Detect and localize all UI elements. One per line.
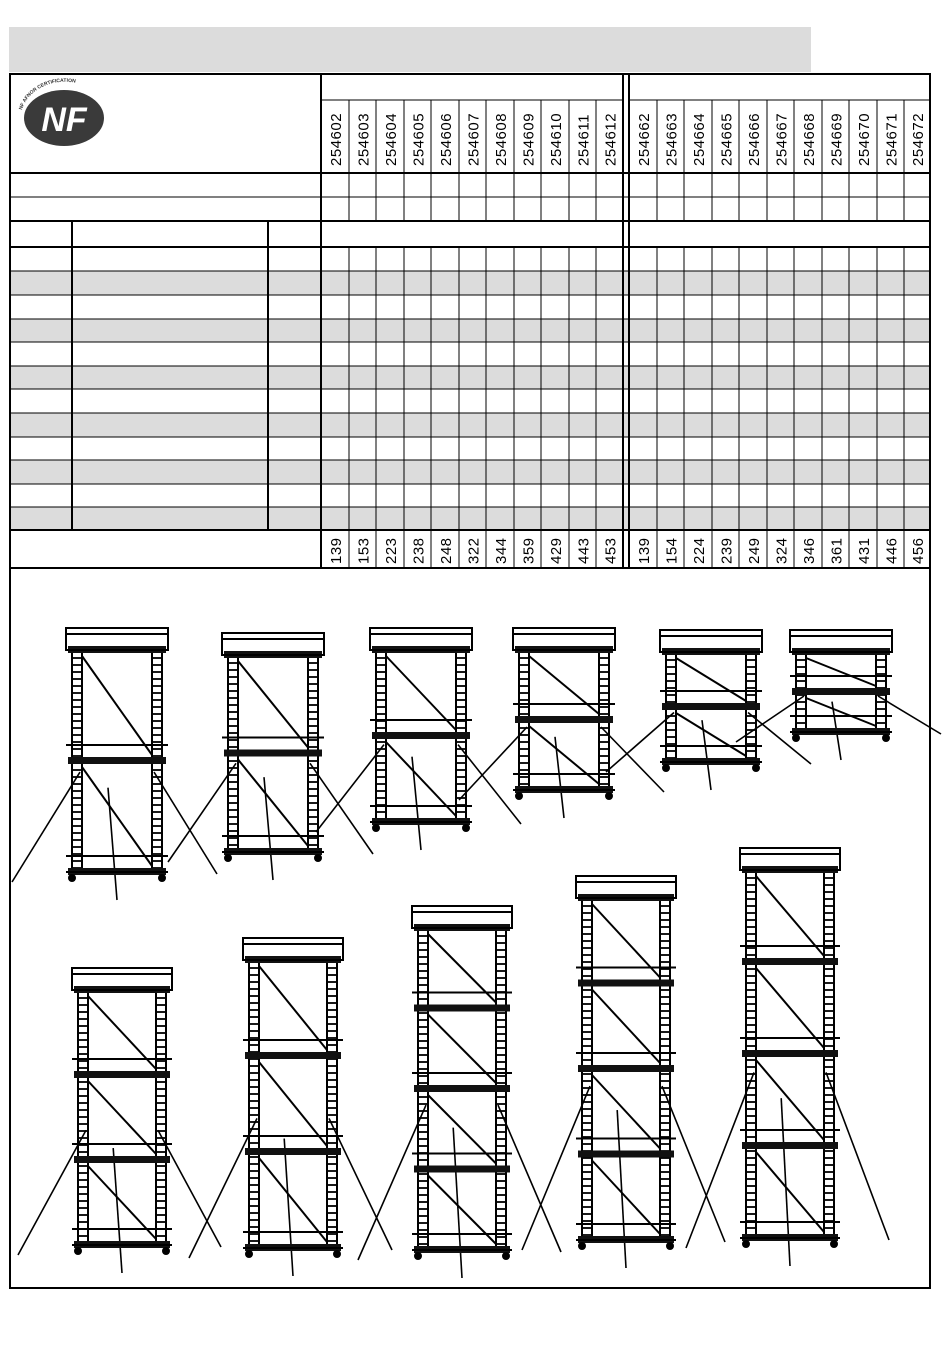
scaffold-tower	[168, 633, 373, 880]
weight-value: 324	[773, 537, 791, 564]
reference-codes	[328, 113, 927, 166]
weight-value: 249	[746, 537, 763, 564]
scaffold-tower	[736, 630, 941, 760]
reference-code: 254666	[746, 112, 763, 166]
reference-code: 254667	[773, 112, 791, 166]
nf-logo-ring-text: NF AFNOR CERTIFICATION	[18, 77, 77, 111]
nf-logo	[18, 78, 104, 146]
reference-code: 254664	[691, 112, 708, 166]
weight-value: 248	[438, 537, 455, 564]
reference-code: 254669	[828, 112, 846, 166]
shaded-row	[10, 413, 930, 437]
reference-code: 254663	[663, 112, 681, 166]
weight-value: 429	[548, 537, 565, 564]
reference-code: 254610	[548, 112, 565, 166]
weight-value: 443	[575, 537, 593, 564]
weight-value: 346	[801, 537, 818, 564]
weight-value: 139	[636, 537, 653, 564]
weight-value: 446	[883, 537, 901, 564]
shaded-row	[10, 366, 930, 389]
scaffold-tower	[12, 628, 217, 900]
reference-code: 254608	[493, 112, 510, 166]
reference-code: 254668	[801, 112, 818, 166]
weight-value: 453	[602, 537, 620, 564]
scaffold-tower	[459, 628, 664, 818]
reference-code: 254606	[438, 112, 455, 166]
reference-code: 254662	[636, 112, 653, 166]
reference-code: 254605	[410, 112, 428, 166]
shaded-row	[10, 271, 930, 295]
scaffold-tower	[189, 938, 392, 1276]
weight-value: 344	[493, 537, 510, 564]
reference-code: 254603	[355, 112, 373, 166]
reference-code: 254607	[465, 112, 483, 166]
weight-value: 322	[465, 537, 483, 564]
shaded-row	[10, 507, 930, 530]
weight-value: 238	[410, 537, 428, 564]
weight-value: 139	[328, 537, 345, 564]
parts-table-grid	[10, 74, 930, 1288]
scaffold-tower	[18, 968, 221, 1273]
reference-code: 254670	[856, 112, 873, 166]
row-shading	[10, 271, 930, 530]
reference-code: 254604	[383, 112, 400, 166]
weight-value: 359	[520, 537, 538, 564]
scaffold-tower	[606, 630, 811, 790]
weight-value: 153	[355, 537, 373, 564]
weight-value: 224	[691, 537, 708, 564]
reference-code: 254602	[328, 112, 345, 166]
nf-logo-mark: NF	[41, 101, 87, 139]
reference-code: 254665	[718, 112, 736, 166]
scaffold-tower	[522, 876, 725, 1268]
scaffold-tower	[358, 906, 561, 1278]
weight-value: 456	[910, 537, 927, 564]
shaded-row	[10, 460, 930, 484]
weight-value: 361	[828, 537, 846, 564]
reference-code: 254671	[883, 112, 901, 166]
shaded-row	[10, 319, 930, 342]
reference-code: 254609	[520, 112, 538, 166]
scaffold-illustration	[12, 628, 941, 1278]
weight-value: 431	[856, 537, 873, 564]
scaffold-tower	[686, 848, 889, 1266]
reference-code: 254611	[575, 114, 593, 166]
reference-code: 254672	[910, 112, 927, 166]
weight-value: 239	[718, 537, 736, 564]
weight-values	[328, 537, 927, 564]
reference-code: 254612	[602, 112, 620, 166]
weight-value: 154	[663, 537, 681, 564]
weight-value: 223	[383, 537, 400, 564]
